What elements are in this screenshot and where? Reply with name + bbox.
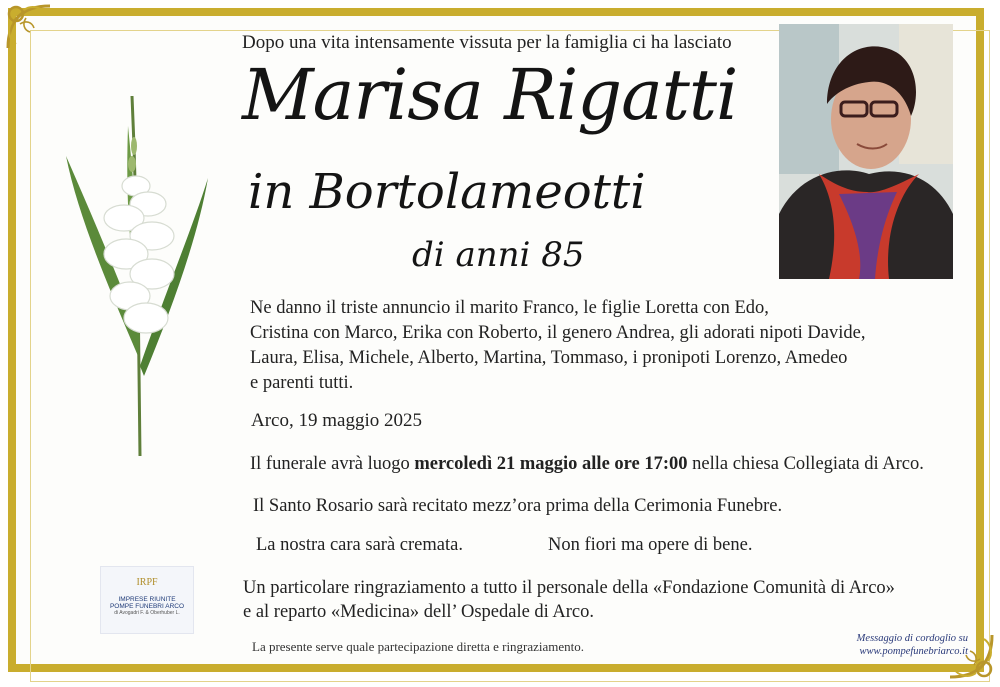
announcement-line: Cristina con Marco, Erika con Roberto, il genero Andrea, gli adorati nipoti Davide, [250, 323, 866, 343]
funeral-prefix: Il funerale avrà luogo [250, 454, 415, 474]
gladiolus-flower-icon [48, 86, 228, 456]
condolence-link[interactable] [838, 632, 968, 658]
married-name: in Bortolameotti [248, 164, 646, 220]
announcement-paragraph [250, 296, 970, 396]
announcement-line: Laura, Elisa, Michele, Alberto, Martina, Tommaso, i pronipoti Lorenzo, Amedeo [250, 348, 848, 368]
announcement-line: Ne danno il triste annuncio il marito Franco, le figlie Loretta con Edo, [250, 298, 769, 318]
age-text: di anni 85 [412, 235, 585, 275]
funeral-info [250, 454, 980, 475]
deceased-name: Marisa Rigatti [242, 54, 738, 136]
thanks-line: Un particolare ringraziamento a tutto il personale della «Fondazione Comunità di Arco» [243, 578, 895, 598]
footer-note: La presente serve quale partecipazione diretta e ringraziamento. [252, 639, 585, 654]
funeral-suffix: nella chiesa Collegiata di Arco. [687, 454, 924, 474]
funeral-datetime: mercoledì 21 maggio alle ore 17:00 [414, 454, 688, 474]
condolence-url[interactable]: www.pompefunebriarco.it [859, 646, 968, 657]
thanks-line: e al reparto «Medicina» dell’ Ospedale di Arco. [243, 602, 595, 622]
portrait-photo [779, 24, 953, 279]
no-flowers-info: Non fiori ma opere di bene. [548, 535, 753, 555]
intro-text: Dopo una vita intensamente vissuta per la famiglia ci ha lasciato [242, 32, 732, 53]
logo-mark: IRPF [136, 577, 158, 588]
funeral-home-logo [100, 566, 194, 634]
portrait-illustration-icon [779, 24, 953, 279]
thanks-paragraph [243, 576, 973, 624]
place-date: Arco, 19 maggio 2025 [251, 410, 422, 431]
announcement-line: e parenti tutti. [250, 373, 354, 393]
rosary-info: Il Santo Rosario sarà recitato mezz’ora prima della Cerimonia Funebre. [253, 496, 783, 516]
logo-line: IMPRESE RIUNITE [118, 596, 176, 603]
corner-ornament-icon [2, 0, 56, 54]
cremation-info: La nostra cara sarà cremata. [256, 535, 463, 555]
logo-line: di Avogadri F. & Oberhuber L. [114, 610, 180, 616]
condolence-label: Messaggio di cordoglio su [856, 633, 968, 644]
logo-line: POMPE FUNEBRI ARCO [109, 603, 185, 610]
